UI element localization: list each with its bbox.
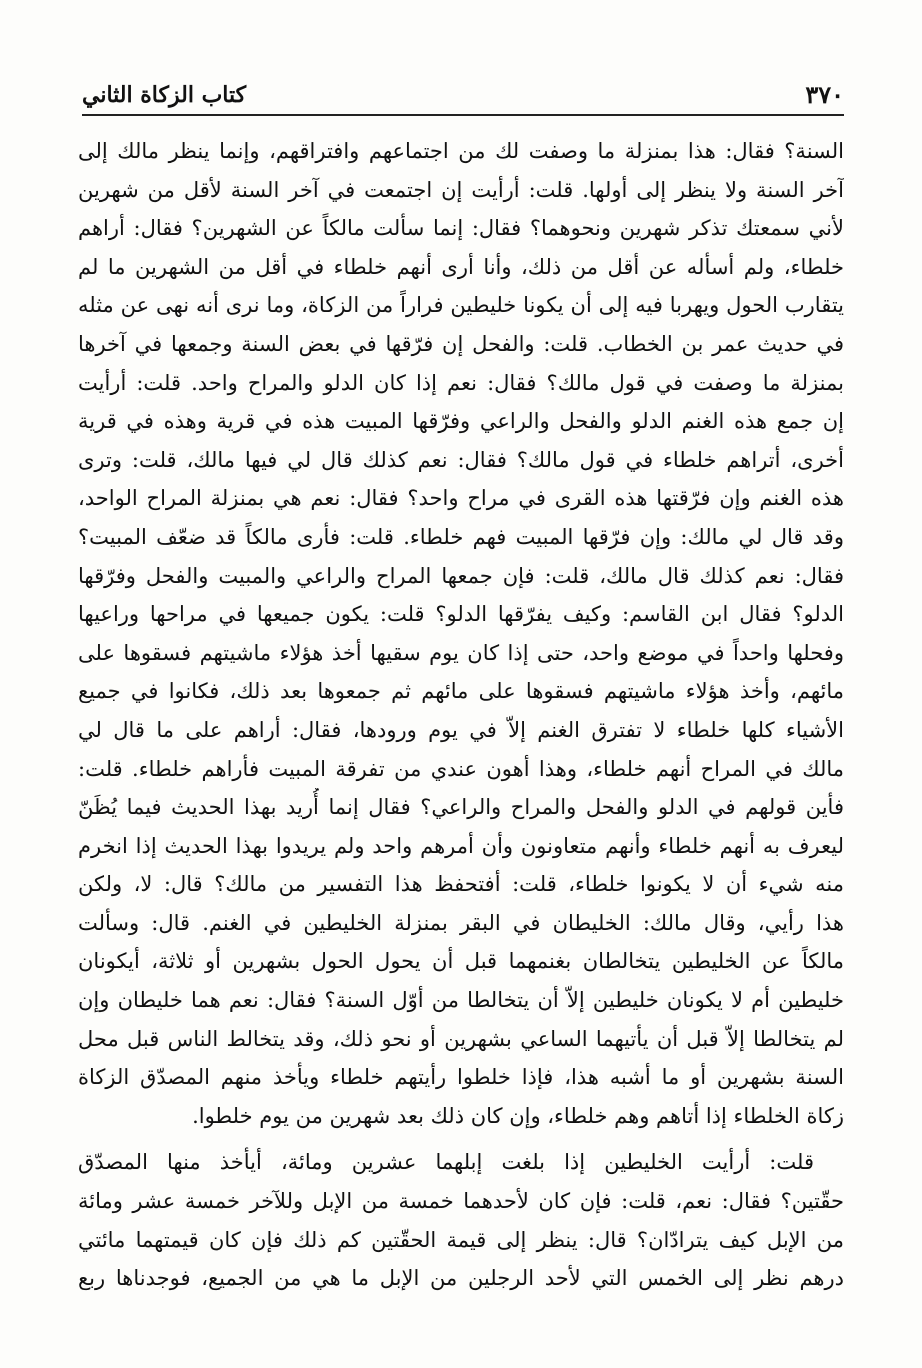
text-line: لم يتخالطا إلاّ قبل أن يأتيهما الساعي بشهرين أو نحو ذلك، وقد يتخالط الناس قبل محل [78, 1026, 844, 1051]
text-line: يتقارب الحول ويهربا فيه إلى أن يكونا خليطين فراراً من الزكاة، وما نرى أنه نهى عن مثله [78, 293, 844, 318]
paragraph-2 [78, 1143, 844, 1297]
text-line: هذه الغنم وإن فرّقتها هذه القرى في مراح واحد؟ فقال: نعم هي بمنزلة المراح الواحد، [78, 486, 844, 511]
text-line: في حديث عمر بن الخطاب. قلت: والفحل إن فرّقها في بعض السنة وجمعها في آخرها [78, 331, 844, 356]
text-line: فقال: نعم كذلك قال مالك، قلت: فإن جمعها المراح والراعي والمبيت والفحل وفرّقها [78, 563, 844, 588]
text-line: آخر السنة ولا ينظر إلى أولها. قلت: أرأيت إن اجتمعت في آخر السنة لأقل من شهرين [78, 177, 844, 202]
text-line: إن جمع هذه الغنم الدلو والفحل والراعي وفرّقها المبيت هذه في قرية وهذه في قرية [78, 409, 844, 434]
paragraph-gap [78, 1135, 844, 1143]
text-line: الأشياء كلها خلطاء لا تفترق الغنم إلاّ في يوم ورودها، فقال: أراهم على ما قال لي [78, 717, 844, 742]
text-line: بمنزلة ما وصفت في قول مالك؟ فقال: نعم إذا كان الدلو والمراح واحد. قلت: أرأيت [78, 370, 844, 395]
book-title: كتاب الزكاة الثاني [82, 82, 247, 108]
text-line: ليعرف به أنهم خلطاء وأنهم متعاونون وأن أمرهم واحد ولم يريدوا بهذا الحديث إذا انخرم [78, 833, 844, 858]
body-text [78, 132, 844, 1298]
text-line: أخرى، أتراهم خلطاء في قول مالك؟ فقال: نعم كذلك قال لي فيها مالك، قلت: وترى [78, 447, 844, 472]
text-line: درهم نظر إلى الخمس التي لأحد الرجلين من الإبل ما هي من الجميع، فوجدناها ربع [78, 1266, 844, 1291]
text-line: مائهم، وأخذ هؤلاء ماشيتهم فسقوها على مائهم ثم جمعوها بعد ذلك، فكانوا في جميع [78, 679, 844, 704]
text-line: السنة بشهرين أو ما أشبه هذا، فإذا خلطوا رأيتهم خلطاء ويأخذ منهم المصدّق الزكاة [78, 1065, 844, 1090]
text-line: خليطين أم لا يكونان خليطين إلاّ أن يتخالطا من أوّل السنة؟ فقال: نعم هما خليطان وإن [78, 988, 844, 1013]
running-header [82, 70, 844, 110]
header-rule [82, 114, 844, 116]
page-number: ٣٧٠ [805, 80, 844, 109]
text-line: خلطاء، ولم أسأله عن أقل من ذلك، وأنا أرى أنهم خلطاء في أقل من الشهرين ما لم [78, 254, 844, 279]
text-line: زكاة الخلطاء إذا أتاهم وهم خلطاء، وإن كان ذلك بعد شهرين من يوم خلطوا. [192, 1103, 844, 1128]
text-line: السنة؟ فقال: هذا بمنزلة ما وصفت لك من اجتماعهم وافتراقهم، وإنما ينظر مالك إلى [78, 139, 844, 163]
paragraph-1 [78, 132, 844, 1135]
text-line: لأني سمعتك تذكر شهرين ونحوهما؟ فقال: إنما سألت مالكاً عن الشهرين؟ فقال: أراهم [78, 216, 844, 241]
text-line: منه شيء أن لا يكونوا خلطاء، قلت: أفتحفظ هذا التفسير من مالك؟ قال: لا، ولكن [78, 872, 844, 897]
text-line: حقّتين؟ فقال: نعم، قلت: فإن كان لأحدهما خمسة من الإبل وللآخر خمسة عشر ومائة [78, 1189, 844, 1214]
text-line: وفحلها واحداً في موضع واحد، حتى إذا كان يوم سقيها أخذ هؤلاء ماشيتهم فسقوها على [78, 640, 844, 665]
text-line: وقد قال لي مالك: وإن فرّقها المبيت فهم خلطاء. قلت: فأرى مالكاً قد ضعّف المبيت؟ [78, 524, 844, 549]
text-line: مالكاً عن الخليطين يتخالطان بغنمهما قبل أن يحول الحول بشهرين أو ثلاثة، أيكونان [78, 949, 844, 974]
text-line: قلت: أرأيت الخليطين إذا بلغت إبلهما عشرين ومائة، أيأخذ منها المصدّق [78, 1150, 814, 1175]
text-line: مالك في المراح أنهم خلطاء، وهذا أهون عندي من تفرقة المبيت فأراهم خلطاء. قلت: [78, 756, 844, 781]
text-line: من الإبل كيف يترادّان؟ قال: ينظر إلى قيمة الحقّتين كم ذلك فإن كان قيمتهما مائتي [78, 1227, 844, 1252]
text-line: هذا رأيي، وقال مالك: الخليطان في البقر بمنزلة الخليطين في الغنم. قال: وسألت [78, 910, 844, 935]
text-line: فأين قولهم في الدلو والفحل والمراح والراعي؟ فقال إنما أُريد بهذا الحديث فيما يُظَنّ [78, 795, 844, 820]
text-line: الدلو؟ فقال ابن القاسم: وكيف يفرّقها الدلو؟ قلت: يكون جميعها في مراحها وراعيها [78, 602, 844, 627]
